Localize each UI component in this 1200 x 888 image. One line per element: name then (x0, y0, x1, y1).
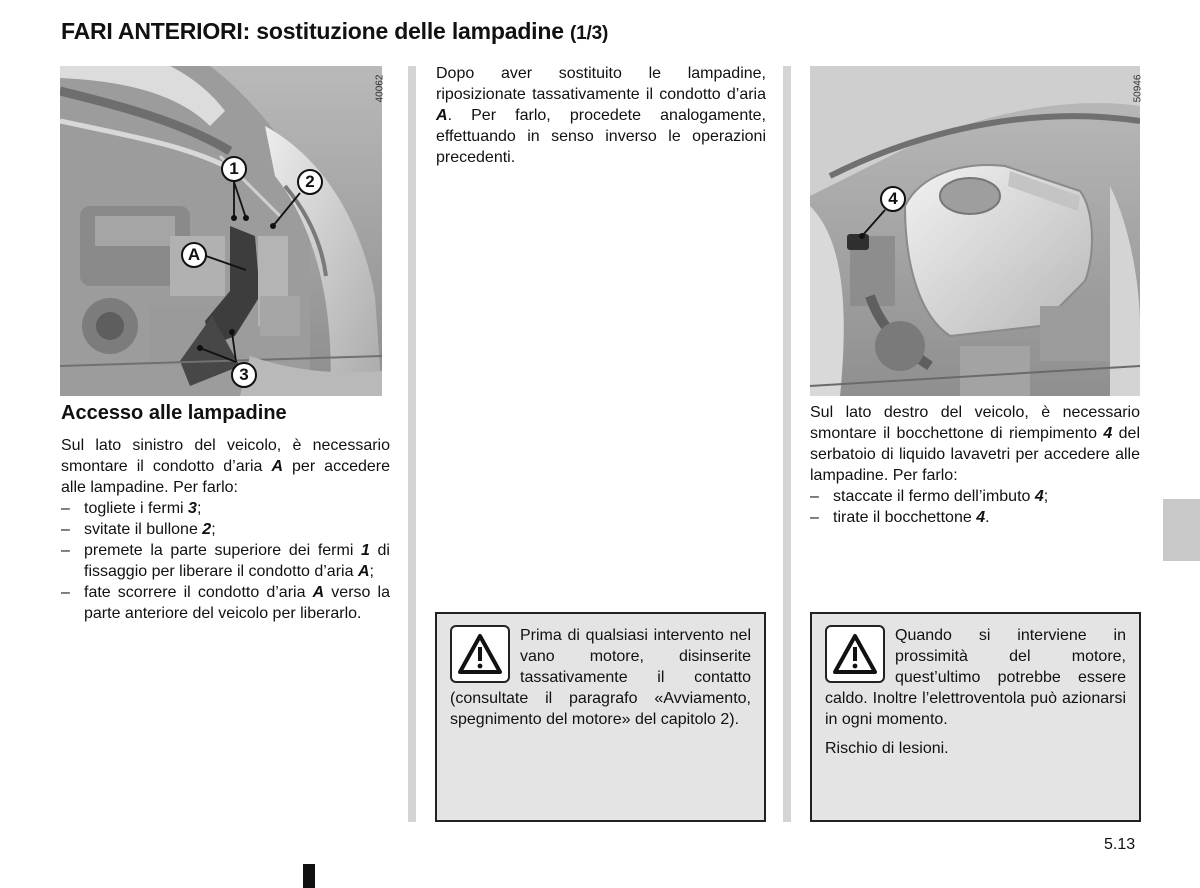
warning-risk: Rischio di lesioni. (825, 740, 949, 757)
list-item: – togliete i fermi 3; (61, 498, 390, 519)
engine-photo-left (60, 66, 382, 396)
list-item: – tirate il bocchettone 4. (810, 507, 1140, 528)
page-number: 5.13 (1104, 836, 1136, 853)
page-title (61, 18, 608, 45)
callout-2: 2 (297, 169, 323, 195)
figure-code-right: 50946 (1132, 74, 1144, 103)
right-steps-list (810, 486, 1140, 528)
list-item: – fate scorrere il condotto d’aria A verso la parte anteriore del veicolo per liberarlo. (61, 582, 390, 624)
crop-mark (303, 864, 315, 888)
chapter-thumb-tab (1163, 499, 1200, 561)
callout-a: A (181, 242, 207, 268)
left-text-block (61, 435, 390, 624)
warning-text: Quando si interviene in prossimità del motore, quest’ultimo potrebbe essere caldo. Inoltre l’elettroventola può azionarsi in ogni momento. (825, 627, 1126, 728)
warning-text: Prima di qualsiasi intervento nel vano motore, disinserite tassativamente il contatto (consultate il paragrafo «Avviamento, spegnimento del motore» del capitolo 2). (450, 627, 751, 728)
title-part: (1/3) (570, 23, 609, 44)
list-item: – staccate il fermo dell’imbuto 4; (810, 486, 1140, 507)
ref-a: A (271, 458, 283, 475)
warning-triangle-icon (825, 625, 885, 683)
left-steps-list (61, 498, 390, 624)
warning-box-engine-hot (810, 612, 1141, 822)
right-intro-paragraph: Sul lato destro del veicolo, è necessario smontare il bocchettone di riempimento 4 del serbatoio di liquido lavavetri per accedere alle lampadine. Per farlo: (810, 404, 1140, 484)
figure-code-left: 40062 (374, 74, 386, 103)
column-divider-right (783, 66, 791, 822)
list-item: – premete la parte superiore dei fermi 1 di fissaggio per liberare il condotto d’aria A; (61, 540, 390, 582)
section-heading: Accesso alle lampadine (61, 402, 287, 424)
middle-paragraph: Dopo aver sostituito le lampadine, riposizionate tassativamente il condotto d’aria A. Per farlo, procedete analogamente, effettuando in senso inverso le operazioni precedenti. (436, 65, 766, 166)
list-item: – svitate il bullone 2; (61, 519, 390, 540)
callout-1: 1 (221, 156, 247, 182)
column-divider-left (408, 66, 416, 822)
engine-illustration-left (60, 66, 382, 396)
callout-4: 4 (880, 186, 906, 212)
warning-triangle-icon (450, 625, 510, 683)
callout-3: 3 (231, 362, 257, 388)
engine-illustration-right (810, 66, 1140, 396)
left-intro-paragraph: Sul lato sinistro del veicolo, è necessario smontare il condotto d’aria A per accedere alle lampadine. Per farlo: (61, 437, 390, 496)
right-text-block (810, 402, 1140, 528)
warning-box-ignition (435, 612, 766, 822)
title-text: FARI ANTERIORI: sostituzione delle lampadine (61, 18, 564, 44)
engine-photo-right (810, 66, 1140, 396)
